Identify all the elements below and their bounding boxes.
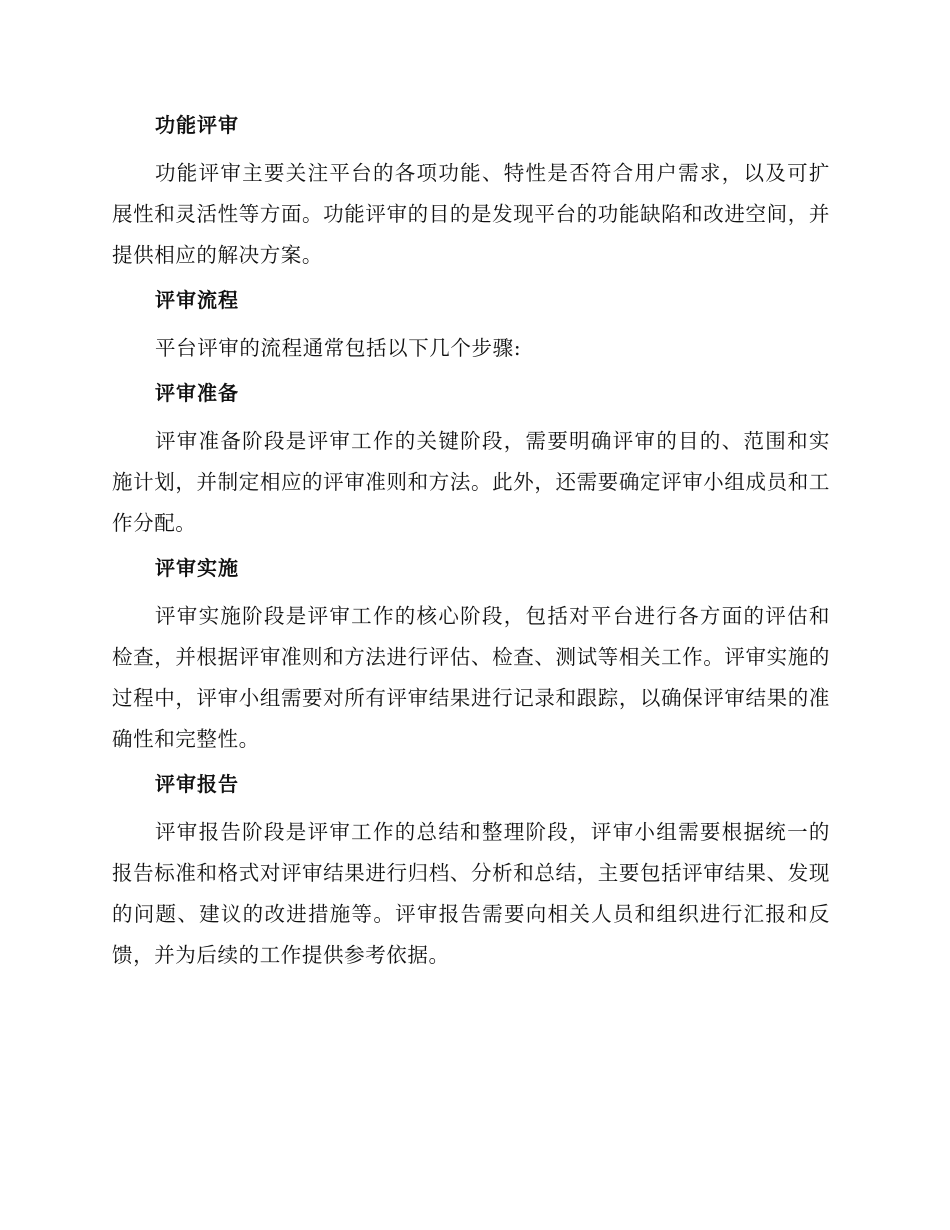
section-heading-review-process: 评审流程 xyxy=(155,288,239,312)
section-paragraph-functional-review: 功能评审主要关注平台的各项功能、特性是否符合用户需求，以及可扩展性和灵活性等方面。功能评审的目的是发现平台的功能缺陷和改进空间，并提供相应的解决方案。 xyxy=(112,161,830,267)
section-heading-review-implementation: 评审实施 xyxy=(155,556,239,580)
section-paragraph-review-implementation: 评审实施阶段是评审工作的核心阶段，包括对平台进行各方面的评估和检查，并根据评审准则和方法进行评估、检查、测试等相关工作。评审实施的过程中，评审小组需要对所有评审结果进行记录和跟踪，以确保评审结果的准确性和完整性。 xyxy=(112,604,830,751)
section-heading-review-preparation: 评审准备 xyxy=(155,381,239,405)
section-paragraph-review-report: 评审报告阶段是评审工作的总结和整理阶段，评审小组需要根据统一的报告标准和格式对评审结果进行归档、分析和总结，主要包括评审结果、发现的问题、建议的改进措施等。评审报告需要向相关人员和组织进行汇报和反馈，并为后续的工作提供参考依据。 xyxy=(112,820,830,967)
section-heading-functional-review: 功能评审 xyxy=(155,113,239,137)
section-paragraph-review-preparation: 评审准备阶段是评审工作的关键阶段，需要明确评审的目的、范围和实施计划，并制定相应的评审准则和方法。此外，还需要确定评审小组成员和工作分配。 xyxy=(112,429,830,535)
section-paragraph-review-process: 平台评审的流程通常包括以下几个步骤: xyxy=(155,336,522,360)
document-page xyxy=(112,110,830,976)
section-heading-review-report: 评审报告 xyxy=(155,772,239,796)
